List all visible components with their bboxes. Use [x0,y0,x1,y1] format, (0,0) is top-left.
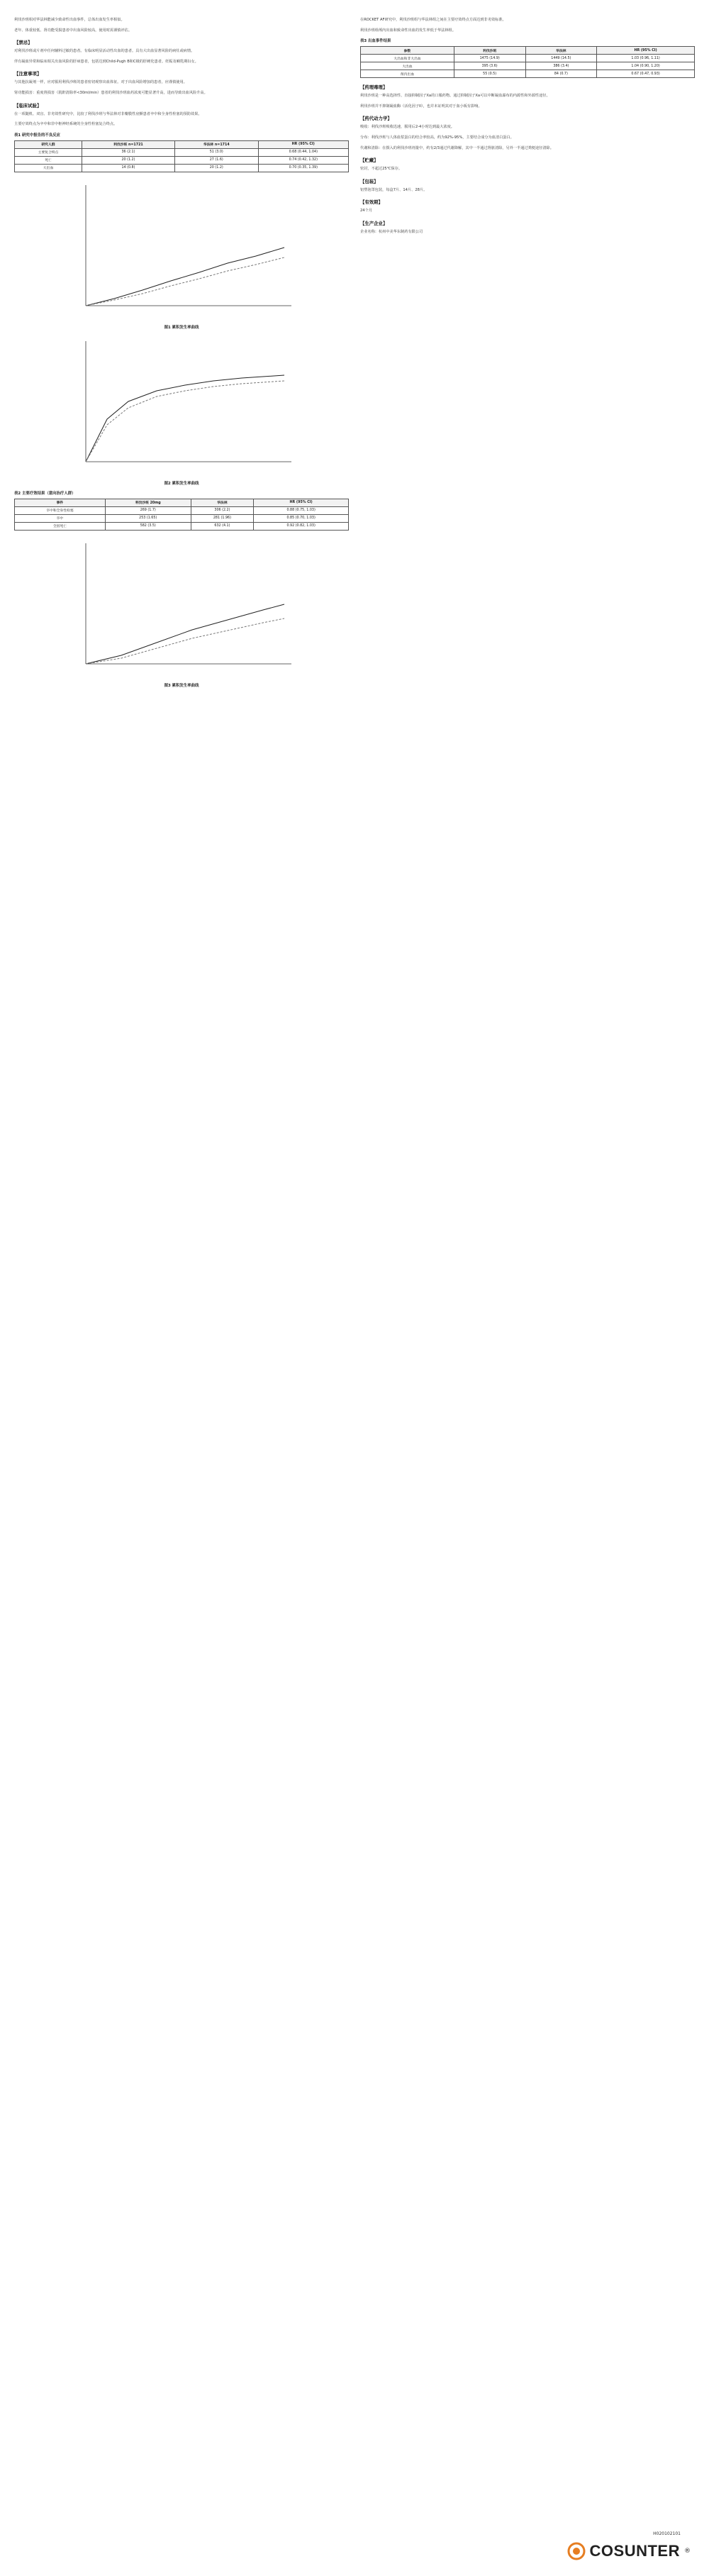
figure-caption: 图2 累积发生率曲线 [164,481,199,486]
table-cell: 死亡 [15,156,82,164]
table-row [361,62,695,70]
section-heading-storage: 【贮藏】 [360,157,379,164]
table-header: 研究人群 [15,140,82,148]
table-header: 事件 [15,499,106,506]
section-heading-shelf-life: 【有效期】 [360,199,383,206]
km-curve-chart [65,536,298,678]
table-cell: 0.85 (0.70, 1.03) [254,514,349,522]
table-cell: 14 (0.8) [82,164,174,172]
table-cell: 0.68 (0.44, 1.04) [258,148,348,156]
section-paragraph: 与其他抗凝剂一样，应对服用利伐沙班的患者密切观察出血体征。对于出血风险增加的患者，应谨慎使用。 [14,80,187,85]
table-header: 利伐沙班 20mg [105,499,191,506]
km-curve-figure-2 [65,334,298,476]
table-cell: 卒中 [15,514,106,522]
section-paragraph: 利伐沙班是一种高选择性、直接抑制因子Xa的口服药物。通过抑制因子Xa可以中断凝血瀑布的内源性和外源性途径。 [360,94,550,99]
table-cell: 大出血 [361,62,454,70]
table-cell: 20 (1.2) [82,156,174,164]
table-row [15,514,349,522]
table-header: 利伐沙班 [454,47,525,55]
km-curve-series-a [86,604,284,664]
table-row [361,70,695,78]
table-row [15,148,349,156]
table-cell: 0.74 (0.42, 1.32) [258,156,348,164]
table-cell: 386 (3.4) [525,62,597,70]
section-heading-pharmacokinetics: 【药代动力学】 [360,116,392,122]
section-paragraph: 利伐沙班并不抑制凝血酶（活化因子II），也并未证明其对于血小板有影响。 [360,104,482,109]
document-code: H020102101 [653,2531,681,2536]
section-heading-clinical-trials: 【临床试验】 [14,102,42,109]
table-header: 利伐沙班 n=1721 [82,140,174,148]
section-paragraph: 伴有凝血异常和临床相关出血风险的肝病患者，包括达到Child-Pugh B和C级的肝硬化患者。妊娠及哺乳期妇女。 [14,59,199,64]
km-curve-figure-1 [65,178,298,320]
table-cell: 大出血 [15,164,82,172]
section-paragraph: 在ROCKET AF研究中，利伐沙班组与华法林组之间在主要疗效终点方面达到非劣效标准。 [360,18,506,22]
table-header: 华法林 [525,47,597,55]
section-paragraph: 24个月 [360,209,372,213]
right-column [360,17,695,240]
table-header: HR (95% CI) [258,140,348,148]
km-curve-chart [65,178,298,320]
table-cell: 0.88 (0.75, 1.03) [254,506,349,514]
data-table-3 [360,46,695,78]
table-cell: 大出血和非大出血 [361,55,454,62]
table-cell: 0.92 (0.82, 1.03) [254,522,349,530]
table-caption: 表2 主要疗效结果（意向治疗人群） [14,491,76,496]
table-cell: 51 (3.0) [174,148,258,156]
data-table-1 [14,140,349,172]
table-header: 华法林 n=1714 [174,140,258,148]
table-cell: 281 (1.96) [191,514,254,522]
table-cell: 306 (2.2) [191,506,254,514]
table-cell: 582 (3.5) [105,522,191,530]
brand-mark-icon [567,2542,586,2560]
figure-caption: 图3 累积发生率曲线 [164,683,199,688]
table-row [361,55,695,62]
table-row [15,156,349,164]
table-cell: 颅内出血 [361,70,454,78]
table-cell: 20 (1.2) [174,164,258,172]
km-curve-chart [65,334,298,476]
section-heading-package: 【包装】 [360,178,379,184]
data-table-2 [14,499,349,531]
section-paragraph: 代谢和清除：在摄入的利伐沙班剂量中，约有2/3通过代谢降解，其中一半通过肾脏清除，另外一半通过粪便途径清除。 [360,145,554,150]
section-paragraph: 铝塑泡罩包装，每盒7片、14片、28片。 [360,187,428,192]
brand-logo [567,2542,691,2560]
table-row [15,506,349,514]
km-curve-series-b [86,381,284,462]
table-cell: 269 (1.7) [105,506,191,514]
section-paragraph: 企业名称：杭州中美华东制药有限公司 [360,229,423,234]
section-paragraph: 在一项随机、双盲、非劣效性研究中，比较了利伐沙班与华法林对非瓣膜性房颤患者卒中和全身性栓塞的预防效果。 [14,111,202,116]
table-cell: 0.70 (0.35, 1.39) [258,164,348,172]
table-cell: 632 (4.1) [191,522,254,530]
table-cell: 1449 (14.5) [525,55,597,62]
table-cell: 1.04 (0.90, 1.20) [597,62,695,70]
brand-registered-mark: ® [684,2548,691,2555]
table-cell: 27 (1.6) [174,156,258,164]
table-row [15,522,349,530]
table-cell: 卒中和全身性栓塞 [15,506,106,514]
table-row [15,164,349,172]
table-header: HR (95% CI) [254,499,349,506]
table-header: HR (95% CI) [597,47,695,55]
intro-paragraph: 利伐沙班相对华法林能减少致命性出血事件，总体出血发生率相似。 [14,18,125,22]
section-paragraph: 肾功能损害：重度肾损害（肌酐清除率<30ml/min）患者的利伐沙班血药浓度可能显著升高，进而导致出血风险升高。 [14,90,208,95]
table-cell: 1.03 (0.96, 1.11) [597,55,695,62]
brand-name: COSUNTER [589,2542,680,2560]
table-caption: 表1 研究中报告的不良反应 [14,133,60,138]
table-cell: 全因死亡 [15,522,106,530]
section-paragraph: 分布：利伐沙班与人体血浆蛋白的结合率较高，约为92%-95%，主要结合成分为血清白蛋白。 [360,135,514,140]
section-paragraph: 主要疗效终点为卒中和非中枢神经系统的全身性栓塞复合终点。 [14,122,118,127]
table-cell: 主要复合终点 [15,148,82,156]
left-column [14,17,349,689]
section-heading-contraindications: 【禁忌】 [14,40,33,46]
km-curve-figure-3 [65,536,298,678]
intro-paragraph: 老年、体重较低、肾功能受损患者中出血风险较高，使用时需谨慎评估。 [14,28,133,33]
table-cell: 395 (3.6) [454,62,525,70]
section-paragraph: 密封，不超过25℃保存。 [360,167,403,172]
km-curve-series-a [86,248,284,306]
table-header: 参数 [361,47,454,55]
section-heading-manufacturer: 【生产企业】 [360,220,388,226]
section-paragraph: 对利伐沙班或片剂中任何辅料过敏的患者。有临床明显活动性出血的患者。具有大出血显著风险的病灶或病情。 [14,49,195,54]
table-header: 华法林 [191,499,254,506]
table-cell: 36 (2.1) [82,148,174,156]
section-heading-pharmacology: 【药理毒理】 [360,84,388,91]
table-caption: 表3 出血事件结果 [360,39,391,44]
figure-caption: 图1 累积发生率曲线 [164,325,199,330]
table-cell: 253 (1.65) [105,514,191,522]
section-heading-precautions: 【注意事项】 [14,71,42,77]
table-cell: 1475 (14.9) [454,55,525,62]
table-cell: 55 (0.5) [454,70,525,78]
table-cell: 84 (0.7) [525,70,597,78]
section-paragraph: 吸收：利伐沙班吸收迅速，服用后2-4小时达到最大浓度。 [360,125,454,130]
section-paragraph: 利伐沙班组颅内出血和致命性出血的发生率低于华法林组。 [360,28,456,33]
table-cell: 0.67 (0.47, 0.93) [597,70,695,78]
